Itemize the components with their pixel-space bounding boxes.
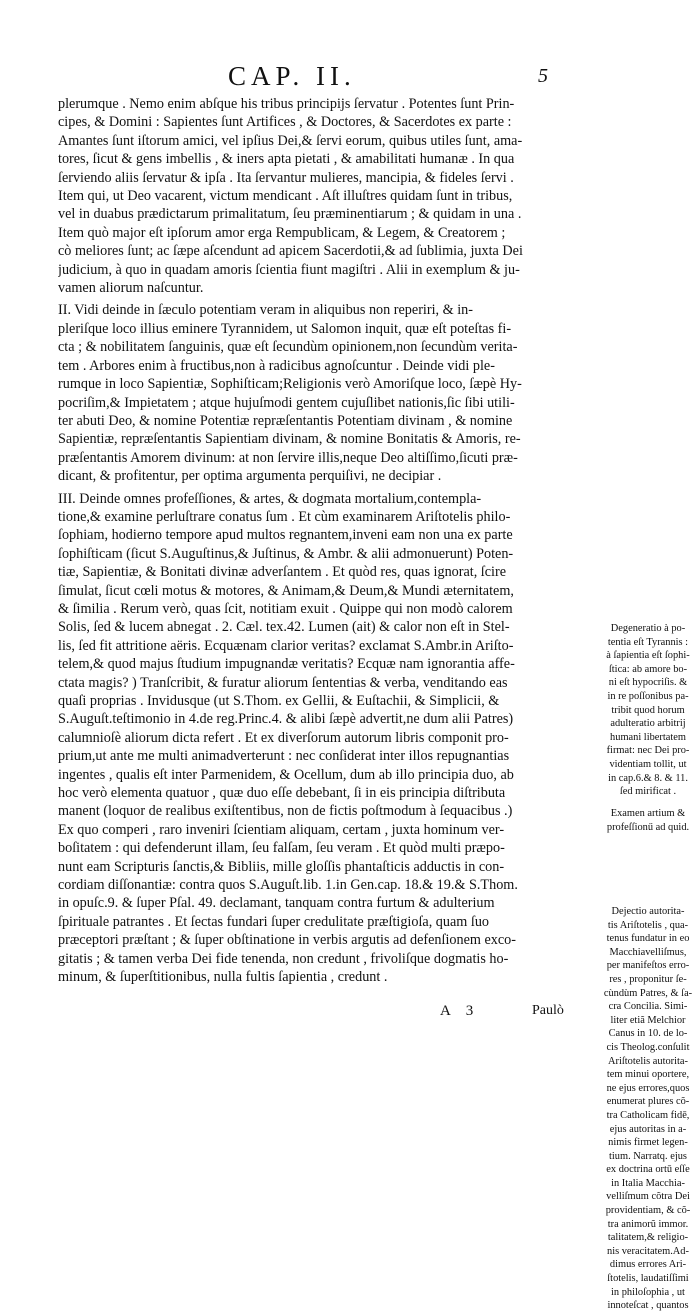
margin-note-line: ſed mirificat .	[619, 786, 677, 798]
text-line: præceptori præſtant ; & ſuper obſtinatione in verbis argutis ad defenſionem exco-	[58, 932, 516, 949]
margin-note-line: tis Ariſtotelis , qua-	[607, 919, 689, 931]
margin-note-line: in philoſophia , ut	[611, 1286, 685, 1298]
margin-note-line: providentiam, & cõ-	[605, 1205, 691, 1217]
margin-note-line: à ſapientia eſt ſophi-	[606, 650, 690, 662]
margin-note-line: in cap.6.& 8. & 11.	[608, 772, 688, 784]
margin-note-line: Canus in 10. de lo-	[608, 1028, 688, 1040]
margin-note-line: tentia eſt Tyrannis :	[607, 636, 689, 648]
text-line: S.Auguſt.teſtimonio in 4.de reg.Princ.4. & alibi ſæpè advertit,ne dum alii Patres)	[58, 711, 514, 728]
text-line: calumnioſè aliorum dicta refert . Et ex diverſorum autorum libris componit pro-	[58, 729, 509, 746]
text-line: Ex quo comperi , raro inveniri ſcientiam aliquam, certam , juxta hominum ver-	[58, 821, 505, 838]
text-line: ſerviendo aliis ſervatur & ipſa . Ita ſervantur mulieres, mancipia, & fideles ſervi .	[58, 169, 514, 186]
text-line: tores, ſicut & gens imbellis , & iners apta pietati , & amabilitati humanæ . In qua	[58, 151, 515, 168]
text-line: vel in duabus prædictarum primalitatum, ſeu præminentiarum ; & quidam in una .	[58, 206, 522, 223]
text-line: boſitatem : qui defenderunt illam, ſeu falſam, ſeu veram . Et quòd multi præpo-	[58, 840, 505, 857]
text-line: prium,ut ante me multi animadverterunt : nec conſiderat inter illos repugnantias	[58, 748, 510, 765]
margin-note-examen	[596, 807, 700, 834]
margin-note-line: ſtotelis, laudatiſſimi	[607, 1273, 689, 1285]
text-line: telem,& quod majus ſtudium impugnandæ veritatis? Ecquæ nam ignorantia affe-	[58, 656, 515, 673]
text-line: plerumque . Nemo enim abſque his tribus principijs ſervatur . Potentes ſunt Prin-	[58, 96, 515, 112]
text-line: III. Deinde omnes profeſſiones, & artes, & dogmata mortalium,contempla-	[58, 490, 482, 507]
text-line: hoc verò elementa quatuor , quæ duo eſſe debebant, ſi in eis principia diſtributa	[58, 785, 506, 802]
margin-note-line: videntiam tollit, ut	[609, 758, 687, 770]
margin-note-line: enumerat plures cõ-	[606, 1096, 690, 1108]
text-line: vamen aliorum naſcuntur.	[58, 280, 204, 297]
margin-note-line: tem minui oportere,	[606, 1069, 690, 1081]
margin-note-line: Degeneratio à po-	[610, 623, 686, 634]
margin-note-degeneratio	[596, 622, 700, 799]
margin-note-line: profeſſionű ad quid.	[606, 821, 690, 833]
page-number: 5	[538, 65, 548, 87]
margin-note-line: ne ejus errores,quos	[606, 1082, 690, 1094]
text-line: tione,& examine perluſtrare conatus ſum . Et cùm examinarem Ariſtotelis philo-	[58, 508, 511, 525]
margin-note-line: innoteſcat , quantos	[607, 1300, 689, 1312]
text-line: manent (loquor de realibus exiſtentibus, non de fictis poſtmodum à ſequacibus .)	[58, 803, 513, 820]
margin-note-line: humani libertatem	[610, 731, 686, 743]
text-line: Solis, ſed & lucem abnegat . 2. Cæl. tex.42. Lumen (ait) & calor non eſt in Stel-	[58, 619, 510, 636]
text-line: gitatis ; & tamen verba Dei fide tenenda, non credunt , frivoliſque dogmatis ho-	[58, 950, 509, 967]
text-line: judicium, à quo in quadam amoris ſcientia fiunt magiſtri . Alii in exemplum & ju-	[58, 261, 520, 278]
margin-note-line: in Italia Macchia-	[611, 1177, 685, 1189]
margin-note-line: firmat: nec Dei pro-	[606, 745, 690, 757]
main-text-block	[58, 95, 590, 987]
margin-note-line: cis Theolog.conſulit	[606, 1041, 690, 1053]
text-line: tiæ, Sapientiæ, & Bonitati divinæ adverſantem . Et quòd res, quas ignorat, ſcire	[58, 564, 507, 581]
text-line: in opuſc.9. & ſuper Pſal. 49. declamant, tanquam contra furtum & adulterium	[58, 895, 495, 912]
margin-note-line: talitatem,& religio-	[607, 1232, 689, 1244]
signature-mark: A 3	[440, 1003, 480, 1019]
margin-note-line: tra Catholicam fidē,	[606, 1109, 690, 1121]
page-header	[0, 56, 700, 96]
margin-note-line: Examen artium &	[610, 808, 686, 819]
margin-note-line: tium. Narratq. ejus	[609, 1150, 687, 1162]
text-line: ctata magis? ) Tranſcribit, & furatur aliorum ſententias & verba, venditando eas	[58, 674, 508, 691]
text-line: Sapientiæ, repræſentantis Sapientiam divinam, & nomine Bonitatis & Amoris, re-	[58, 431, 521, 448]
text-line: dicant, & profitentur, per optima argumenta perquiſivi, ne decipiar .	[58, 468, 442, 485]
text-line: pocriſim,& Impietatem ; atque hujuſmodi gentem cujuſlibet nationis,ſic ſibi utili-	[58, 394, 515, 411]
margin-note-line: Macchiavelliſmus,	[609, 946, 687, 958]
margin-note-line: adulteratio arbitrij	[610, 718, 686, 730]
margin-note-line: liter etiã Melchior	[610, 1014, 686, 1026]
margin-note-line: in re poſſonibus pa-	[607, 690, 689, 702]
page-footer	[0, 1003, 700, 1029]
text-line: tem . Arbores enim à fructibus,non à radicibus agnoſcuntur . Deinde vidi ple-	[58, 357, 495, 374]
margin-note-line: tribit quod horum	[611, 704, 685, 716]
chapter-title: CAP. II.	[228, 61, 356, 91]
margin-note-line: tra animorũ immor.	[607, 1218, 689, 1230]
text-line: quaſi proprias . Invidusque (ut S.Thom. ex Gellii, & Euſtachii, & Simplicii, &	[58, 693, 500, 709]
text-line: cipes, & Domini : Sapientes ſunt Artifices , & Doctores, & Sacerdotes ex parte :	[58, 114, 512, 131]
text-line: cta ; & nobilitatem ſanguinis, quæ eſt ſecundùm opinionem,non ſecundùm verita-	[58, 339, 518, 356]
text-line: cordiam diſſonantiæ: contra quos S.Auguſt.lib. 1.in Gen.cap. 18.& 19.& S.Thom.	[58, 877, 518, 894]
margin-note-dejectio	[596, 905, 700, 1313]
text-line: Amantes ſunt iſtorum amici, vel ipſius Dei,& ſervi eorum, quibus utiles ſunt, ama-	[58, 132, 523, 149]
text-line: ſpirituale patrantes . Et ſectas fundari ſuper credulitate præſtigioſa, quam ſuo	[58, 913, 490, 930]
text-line: ſophiam, hodierno tempore apud multos regnantem,inveni eam non una ex parte	[58, 527, 513, 544]
text-line: lis, ſed fit attritione aëris. Ecquænam clarior veritas? exclamat S.Ambr.in Ariſto-	[58, 637, 514, 654]
text-line: rumque in loco Sapientiæ, Sophiſticam;Religionis verò Amoriſque loco, ſæpè Hy-	[58, 376, 522, 393]
text-line: Item qui, ut Deo vacarent, victum mendicant . Aſt illuſtres quidam ſunt in tribus,	[58, 188, 513, 205]
text-line: nunt eam Scripturis ſanctis,& Bibliis, mille gloſſis phantaſticis adductis in con-	[58, 858, 505, 875]
margin-note-line: ni eſt hypocriſis. &	[608, 677, 688, 689]
catchword: Paulò	[532, 1003, 564, 1018]
text-line: ſimulat, ſicut cœli motus & motores, & Animam,& Deum,& Mundi æternitatem,	[58, 582, 514, 599]
margin-note-line: per manifeſtos erro-	[606, 960, 690, 972]
margin-note-line: Dejectio autorita-	[611, 906, 685, 917]
text-line: ingentes , qualis eſt inter Parmenidem, & Ocellum, dum ab illo principia duo, ab	[58, 766, 514, 783]
text-line: cò meliores ſunt; ac ſæpe aſcendunt ad apicem Sacerdotii,& ad ſublimia, juxta Dei	[58, 243, 523, 260]
text-line: II. Vidi deinde in ſæculo potentiam veram in aliquibus non reperiri, & in-	[58, 302, 473, 319]
margin-note-line: ſtica: ab amore bo-	[608, 663, 688, 675]
margin-note-line: ejus autoritas in a-	[609, 1123, 687, 1135]
margin-note-line: nis veracitatem.Ad-	[607, 1245, 689, 1257]
margin-note-line: Ariſtotelis autorita-	[608, 1055, 688, 1067]
text-line: & ſimilia . Rerum verò, quas ſcit, notitiam exuit . Quippe qui non modò calorem	[58, 600, 513, 617]
margin-note-line: ex doctrina ortū eſſe	[606, 1164, 690, 1176]
margin-note-line: nimis firmet legen-	[608, 1137, 688, 1149]
text-line: præſentantis Amorem divinum: at non ſervire illis,neque Deo altiſſimo,ſicuti præ-	[58, 449, 518, 466]
text-line: pleriſque loco illius eminere Tyrannidem, ut Salomon inquit, quæ eſt poteſtas fi-	[58, 320, 512, 337]
margin-note-line: cùndùm Patres, & ſa-	[603, 987, 693, 999]
text-line: ter abuti Deo, & nomine Potentiæ repræſentantis Potentiam divinam , & nomine	[58, 412, 513, 429]
margin-note-line: cra Concilia. Simi-	[608, 1001, 688, 1013]
text-line: Item quò major eſt ipſorum amor erga Rempublicam, & Legem, & Creatorem ;	[58, 224, 506, 241]
text-line: ſophiſticam (ſicut S.Auguſtinus,& Juſtinus, & Ambr. & alii admonuerunt) Poten-	[58, 545, 514, 562]
margin-note-line: dimus errores Ari-	[609, 1259, 687, 1271]
margin-note-line: tenus fundatur in eo	[606, 933, 690, 945]
margin-note-line: velliſmum cõtra Dei	[606, 1191, 690, 1203]
text-line: minum, & ſuperſtitionibus, nulla fultis ſapientia , credunt .	[58, 969, 388, 986]
margin-note-line: res , proponitur ſe-	[609, 973, 687, 985]
